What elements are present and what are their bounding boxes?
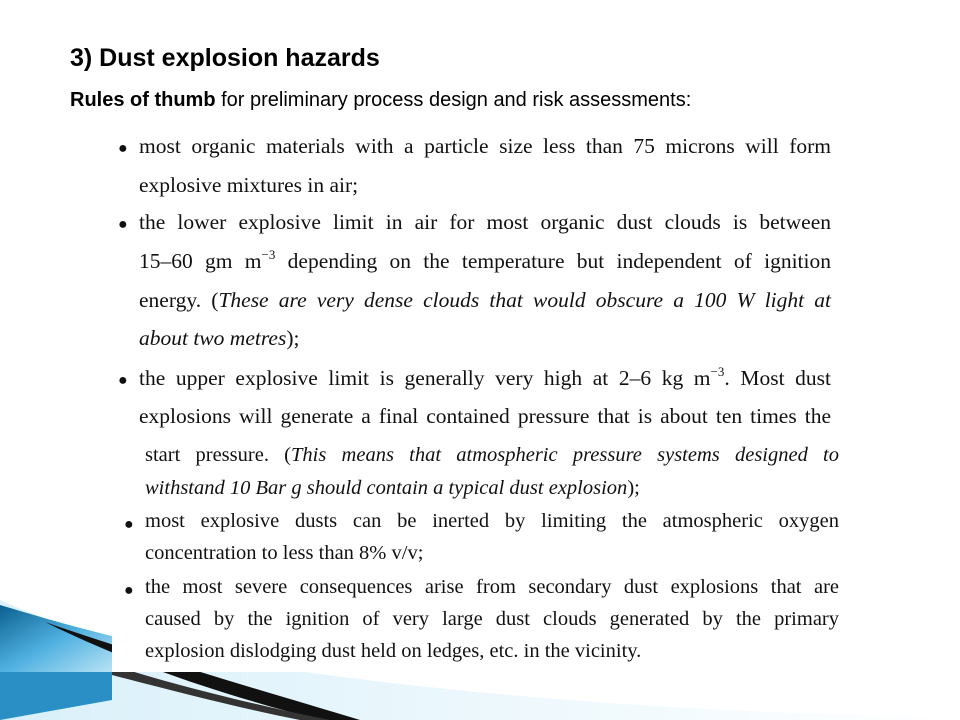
rule-1-line-2: explosive mixtures in air; [139, 173, 359, 197]
rule-1-line-1: most organic materials with a particle size less than 75 microns will form [139, 134, 831, 158]
rule-2-line-3: energy. (These are very dense clouds that would obscure a 100 W light at [139, 288, 832, 312]
rule-3-line-2: explosions will generate a final contained pressure that is about ten times the [139, 404, 831, 428]
rule-3-line-1: the upper explosive limit is generally very high at 2–6 kg $m^{-3}$. Most dust [139, 364, 831, 390]
rule-2-line-1: the lower explosive limit in air for most organic dust clouds is between [139, 210, 831, 234]
rule-2-line-2: 15–60 gm $m^{-3}$ depending on the temperature but independent of ignition [139, 247, 831, 273]
bullet-icon: ● [124, 516, 134, 533]
rule-5-line-3: explosion dislodging dust held on ledges, etc. in the vicinity. [145, 640, 642, 662]
rule-5-line-2: caused by the ignition of very large dust clouds generated by the primary [145, 608, 839, 630]
bullet-icon: ● [118, 372, 128, 389]
rule-3-line-3: start pressure. (This means that atmospheric pressure systems designed to [145, 444, 839, 466]
slide-subtitle [70, 89, 691, 112]
bullet-icon: ● [118, 140, 128, 157]
rule-4-line-2: concentration to less than 8% v/v; [145, 542, 424, 564]
rule-4-line-1: most explosive dusts can be inerted by limiting the atmospheric oxygen [145, 510, 839, 532]
subtitle-bold-text: Rules of thumb [70, 89, 216, 111]
bullet-icon: ● [118, 216, 128, 233]
slide-title: 3) Dust explosion hazards [70, 44, 380, 72]
rules-of-thumb-image [112, 132, 850, 672]
rule-3-line-4: withstand 10 Bar g should contain a typical dust explosion); [145, 477, 640, 499]
subtitle-text: for preliminary process design and risk assessments: [215, 89, 692, 111]
rule-5-line-1: the most severe consequences arise from secondary dust explosions that are [145, 576, 839, 598]
rule-2-line-4: about two metres); [139, 326, 300, 350]
bullet-icon: ● [124, 582, 134, 599]
